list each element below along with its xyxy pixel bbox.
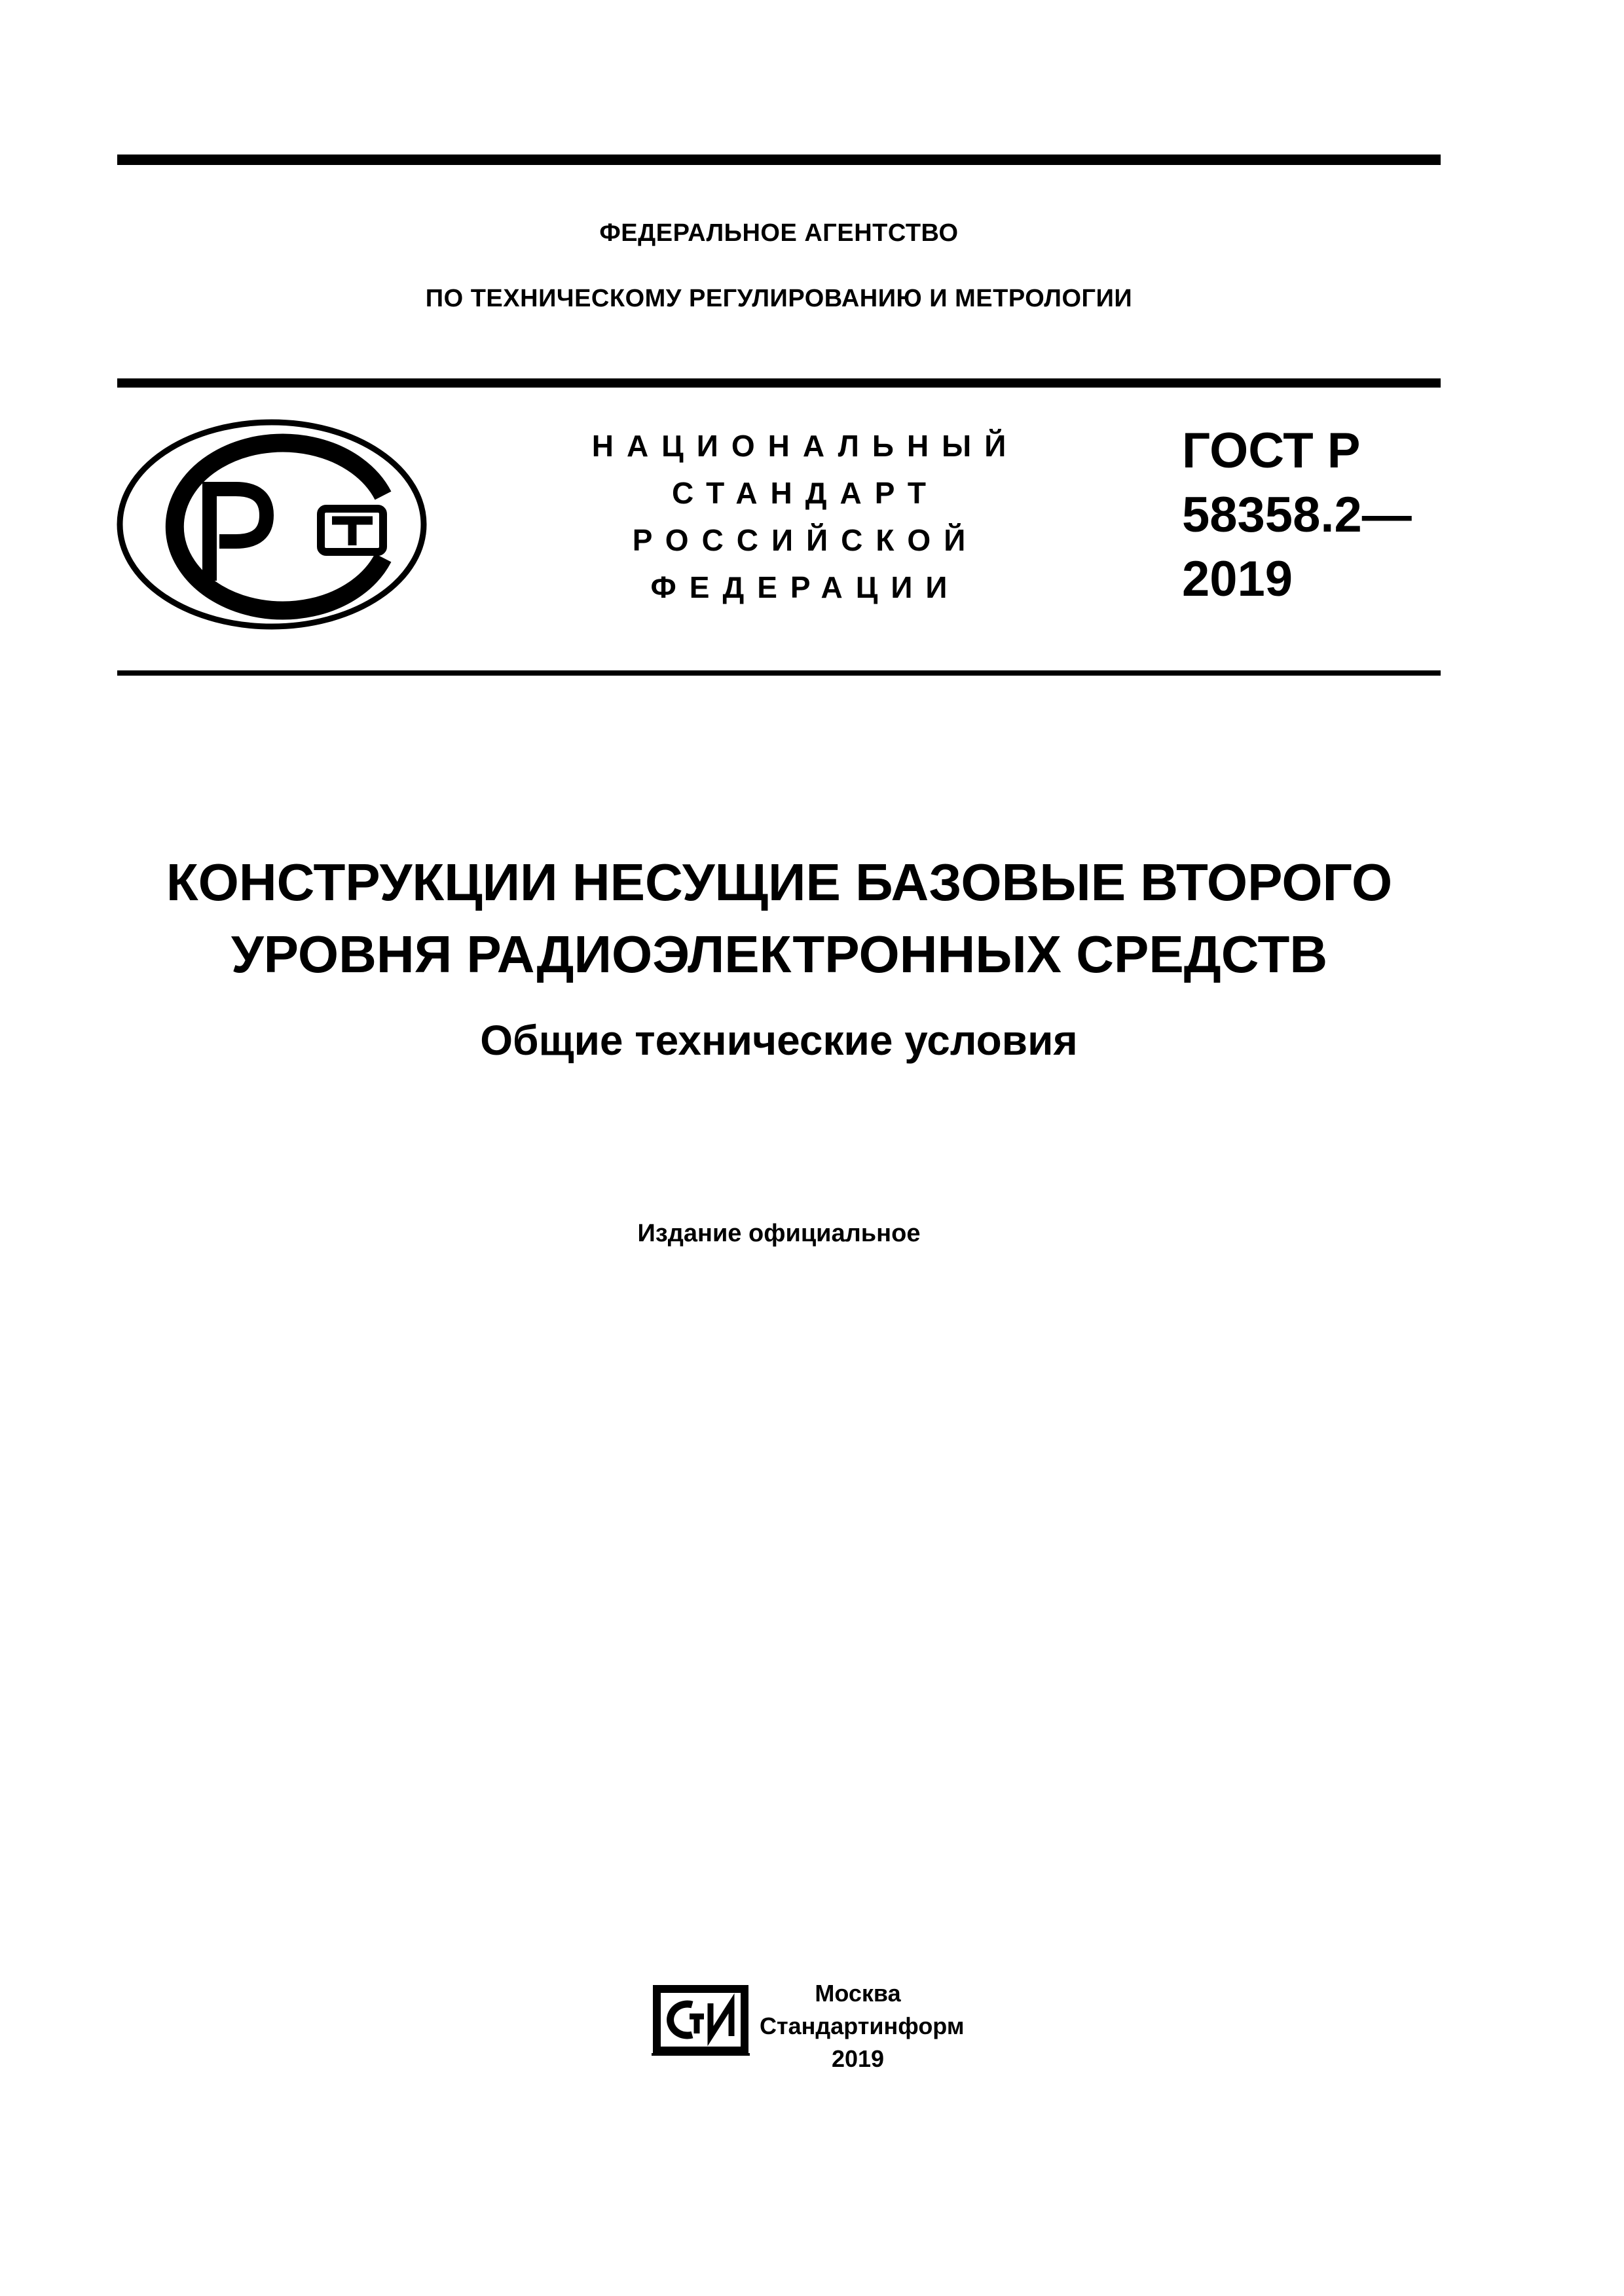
standartinform-logo-icon [652, 1984, 750, 2056]
imprint-year: 2019 [831, 2045, 885, 2072]
document-subtitle: Общие технические условия [480, 1017, 1078, 1064]
top-rule [117, 155, 1441, 165]
edition-note: Издание официальное [637, 1220, 921, 1247]
designation-line: 2019 [1182, 551, 1293, 607]
agency-line-1: ФЕДЕРАЛЬНОЕ АГЕНТСТВО [599, 219, 959, 247]
imprint-publisher: Стандартинформ [760, 2013, 965, 2039]
agency-line-2: ПО ТЕХНИЧЕСКОМУ РЕГУЛИРОВАНИЮ И МЕТРОЛОГИИ [425, 285, 1133, 312]
middle-rule [117, 378, 1441, 388]
national-standard-line: НАЦИОНАЛЬНЫЙ [591, 429, 1020, 463]
designation-line: ГОСТ Р [1182, 423, 1361, 479]
national-standard-line: ФЕДЕРАЦИИ [650, 570, 961, 604]
designation-line: 58358.2— [1182, 487, 1412, 543]
national-standard-line: РОССИЙСКОЙ [632, 523, 979, 557]
standard-designation [1182, 419, 1444, 611]
bottom-rule [117, 670, 1441, 676]
title-line: КОНСТРУКЦИИ НЕСУЩИЕ БАЗОВЫЕ ВТОРОГО [166, 853, 1393, 911]
document-title [98, 847, 1460, 991]
national-standard-line: СТАНДАРТ [672, 476, 939, 510]
title-line: УРОВНЯ РАДИОЭЛЕКТРОННЫХ СРЕДСТВ [231, 925, 1328, 983]
national-standard-label [576, 422, 1035, 611]
imprint [760, 1977, 965, 2075]
imprint-city: Москва [815, 1980, 901, 2007]
gost-r-emblem-icon [115, 417, 429, 632]
